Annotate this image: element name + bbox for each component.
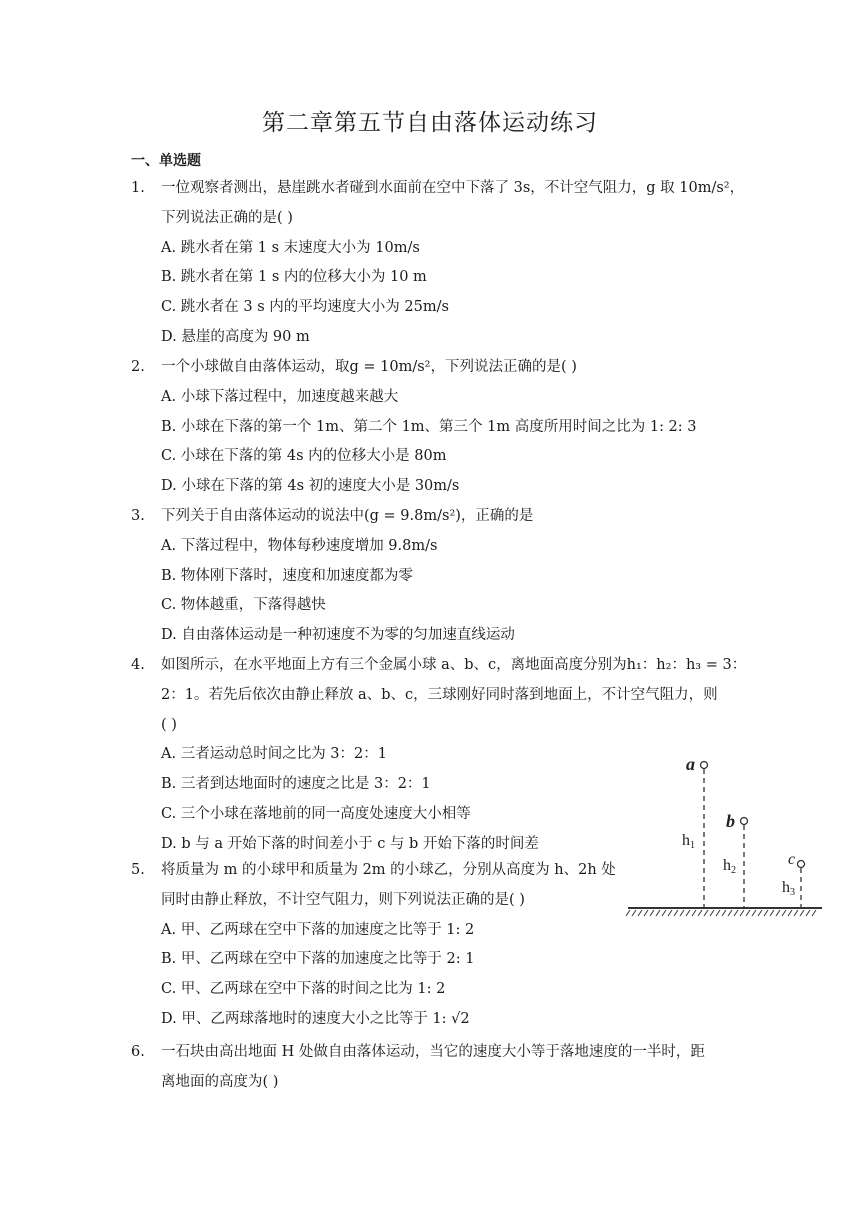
question-stem-line: 离地面的高度为( ) [161,1073,279,1090]
answer-option[interactable]: B. 小球在下落的第一个 1m、第二个 1m、第三个 1m 高度所用时间之比为 1: 2: 3 [161,418,697,435]
label-b: b [726,811,735,831]
question-number: 6. [131,1044,145,1060]
answer-option[interactable]: D. 自由落体运动是一种初速度不为零的匀加速直线运动 [161,627,515,644]
answer-option[interactable]: D. 小球在下落的第 4s 初的速度大小是 30m/s [161,478,460,495]
ball-a [701,762,708,769]
question-stem-line: 一位观察者测出，悬崖跳水者碰到水面前在空中下落了 3s，不计空气阻力，g 取 10m/s²， [161,180,745,196]
section-heading: 一、单选题 [131,153,201,169]
answer-option[interactable]: B. 三者到达地面时的速度之比是 3：2：1 [161,776,431,793]
ball-height-figure [622,750,827,920]
label-a: a [686,754,695,774]
question-stem-line: ( ) [161,716,177,733]
label-h3: h3 [782,879,795,898]
question-number: 1. [131,180,145,196]
label-h2: h2 [723,857,736,876]
ball-c [798,861,805,868]
ground-hatch [626,910,816,916]
answer-option[interactable]: A. 三者运动总时间之比为 3：2：1 [161,746,387,763]
label-c: c [788,851,796,868]
question-stem-line: 下列说法正确的是( ) [161,209,293,226]
answer-option[interactable]: C. 小球在下落的第 4s 内的位移大小是 80m [161,448,447,465]
answer-option[interactable]: A. 跳水者在第 1 s 末速度大小为 10m/s [161,239,420,256]
answer-option[interactable]: B. 跳水者在第 1 s 内的位移大小为 10 m [161,269,427,286]
question-number: 2. [131,359,145,375]
ball-b [741,818,748,825]
answer-option[interactable]: C. 物体越重，下落得越快 [161,597,326,614]
answer-option[interactable]: D. 甲、乙两球落地时的速度大小之比等于 1: √2 [161,1011,470,1027]
answer-option[interactable]: A. 甲、乙两球在空中下落的加速度之比等于 1: 2 [161,921,475,938]
question-number: 4. [131,657,145,673]
question-number: 5. [131,862,145,878]
answer-option[interactable]: C. 三个小球在落地前的同一高度处速度大小相等 [161,806,471,822]
question-stem-line: 2：1。若先后依次由静止释放 a、b、c，三球刚好同时落到地面上，不计空气阻力，则 [161,686,718,703]
question-stem-line: 一个小球做自由落体运动，取g = 10m/s²，下列说法正确的是( ) [161,359,577,375]
answer-option[interactable]: C. 跳水者在 3 s 内的平均速度大小为 25m/s [161,299,449,316]
page-title: 第二章第五节自由落体运动练习 [262,110,598,136]
answer-option[interactable]: B. 甲、乙两球在空中下落的加速度之比等于 2: 1 [161,951,475,968]
question-stem-line: 将质量为 m 的小球甲和质量为 2m 的小球乙，分别从高度为 h、2h 处 [161,862,616,878]
question-stem-line: 一石块由高出地面 H 处做自由落体运动，当它的速度大小等于落地速度的一半时，距 [161,1044,705,1060]
answer-option[interactable]: C. 甲、乙两球在空中下落的时间之比为 1: 2 [161,981,446,998]
answer-option[interactable]: A. 下落过程中，物体每秒速度增加 9.8m/s [161,537,438,554]
answer-option[interactable]: B. 物体刚下落时，速度和加速度都为零 [161,567,413,584]
label-h1: h1 [682,832,695,851]
answer-option[interactable]: A. 小球下落过程中，加速度越来越大 [161,388,399,405]
question-stem-line: 下列关于自由落体运动的说法中(g = 9.8m/s²)，正确的是 [161,508,534,524]
question-number: 3. [131,508,145,524]
question-stem-line: 如图所示，在水平地面上方有三个金属小球 a、b、c，离地面高度分别为h₁：h₂：h₃ = 3： [161,657,747,673]
answer-option[interactable]: D. 悬崖的高度为 90 m [161,329,310,345]
answer-option[interactable]: D. b 与 a 开始下落的时间差小于 c 与 b 开始下落的时间差 [161,835,539,852]
question-stem-line: 同时由静止释放，不计空气阻力，则下列说法正确的是( ) [161,891,525,908]
